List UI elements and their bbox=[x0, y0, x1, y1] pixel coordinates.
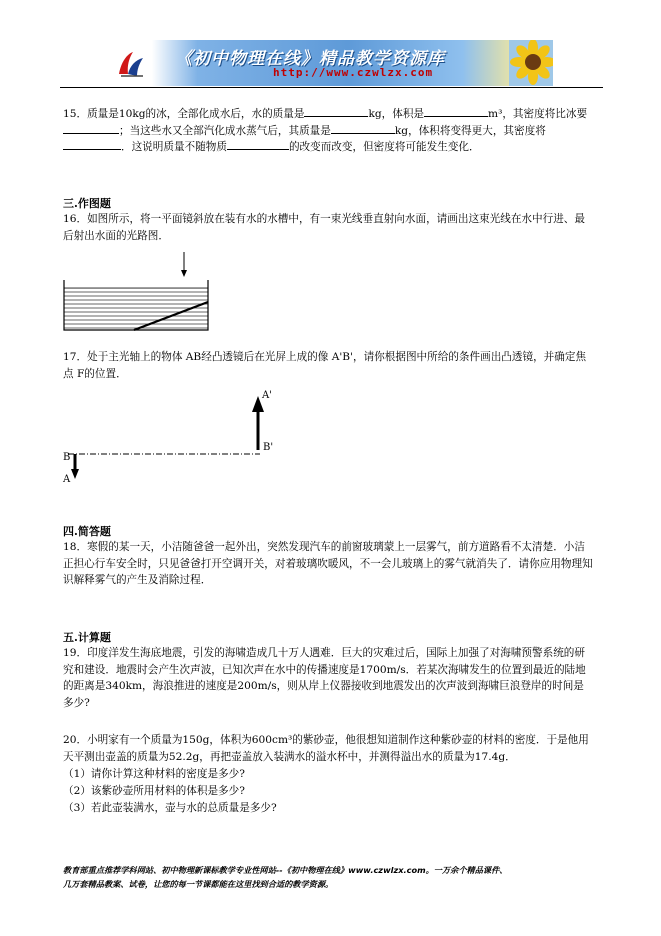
question-20: 20．小明家有一个质量为150g，体积为600cm³的紫砂壶，他很想知道制作这种紫砂壶的材料的密度．于是他用天平测出壶盖的质量为52.2g，再把壶盖放入装满水的溢水杯中，并测得溢出水的质量为17.4g． bbox=[63, 734, 589, 763]
header-rule bbox=[60, 87, 603, 88]
logo-icon bbox=[115, 48, 147, 80]
answer-blank[interactable] bbox=[304, 106, 368, 117]
label-b: B bbox=[63, 452, 71, 463]
answer-blank[interactable] bbox=[227, 139, 289, 150]
footer-line-2: 几万套精品教案、试卷，让您的每一节课都能在这里找到合适的教学资源。 bbox=[63, 879, 334, 889]
header-banner bbox=[97, 40, 554, 86]
question-20-sub-2: （2）该紫砂壶所用材料的体积是多少? bbox=[63, 785, 245, 797]
question-20-sub-3: （3）若此壶装满水，壶与水的总质量是多少? bbox=[63, 802, 277, 814]
question-15: 15．质量是10kg的冰，全部化成水后，水的质量是 kg，体积是 m³，其密度将比冰要；当这些水又全部汽化成水蒸气后，其质量是 kg，体积将变得更大，其密度将．这说明质量不随物质 的改变而改变，但密度将可能发生变化． bbox=[63, 108, 588, 153]
water-body bbox=[64, 288, 208, 329]
object-arrowhead bbox=[71, 469, 79, 479]
label-a-prime: A' bbox=[262, 390, 272, 401]
question-20-sub-1: （1）请你计算这种材料的密度是多少? bbox=[63, 768, 245, 780]
water-tank-diagram bbox=[62, 250, 212, 332]
answer-blank[interactable] bbox=[63, 139, 121, 150]
answer-blank[interactable] bbox=[63, 123, 119, 134]
question-18: 18．寒假的某一天，小洁随爸爸一起外出，突然发现汽车的前窗玻璃蒙上一层雾气，前方道路看不太清楚．小洁正担心行车安全时，只见爸爸打开空调开关，对着玻璃吹暖风，不一会儿玻璃上的雾气就消失了．请你应用物理知识解释雾气的产生及消除过程． bbox=[63, 541, 593, 586]
section-title-5: 五.计算题 bbox=[63, 631, 111, 644]
section-title-3: 三.作图题 bbox=[63, 197, 111, 210]
answer-blank[interactable] bbox=[424, 106, 488, 117]
sunflower-icon bbox=[509, 40, 553, 86]
ray-arrowhead bbox=[181, 270, 187, 277]
banner-title: 《初中物理在线》精品教学资源库 bbox=[175, 49, 445, 69]
footer bbox=[63, 863, 603, 891]
question-19: 19．印度洋发生海底地震，引发的海啸造成几十万人遇难．巨大的灾难过后，国际上加强了对海啸预警系统的研究和建设．地震时会产生次声波，已知次声在水中的传播速度是1700m/s．若某次海啸发生的位置到最近的陆地的距离是340km，海浪推进的速度是200m/s，则从岸上仪器接收到地震发出的次声波到海啸巨浪登岸的时间是多少? bbox=[63, 647, 586, 709]
lens-diagram bbox=[60, 386, 300, 486]
question-16: 16．如图所示，将一平面镜斜放在装有水的水槽中，有一束光线垂直射向水面，请画出这束光线在水中行进、最后射出水面的光路图． bbox=[63, 213, 585, 242]
footer-line-1: 教育部重点推荐学科网站、初中物理新课标教学专业性网站--《初中物理在线》www.czwlzx.com。一万余个精品课件、 bbox=[63, 865, 508, 875]
label-a: A bbox=[63, 474, 71, 485]
question-17: 17．处于主光轴上的物体 AB经凸透镜后在光屏上成的像 A'B'，请你根据图中所给的条件画出凸透镜，并确定焦点 F的位置． bbox=[63, 351, 587, 380]
section-title-4: 四.简答题 bbox=[63, 525, 111, 538]
answer-blank[interactable] bbox=[331, 123, 395, 134]
label-b-prime: B' bbox=[263, 442, 274, 453]
banner-url: http://www.czwlzx.com bbox=[273, 66, 434, 79]
